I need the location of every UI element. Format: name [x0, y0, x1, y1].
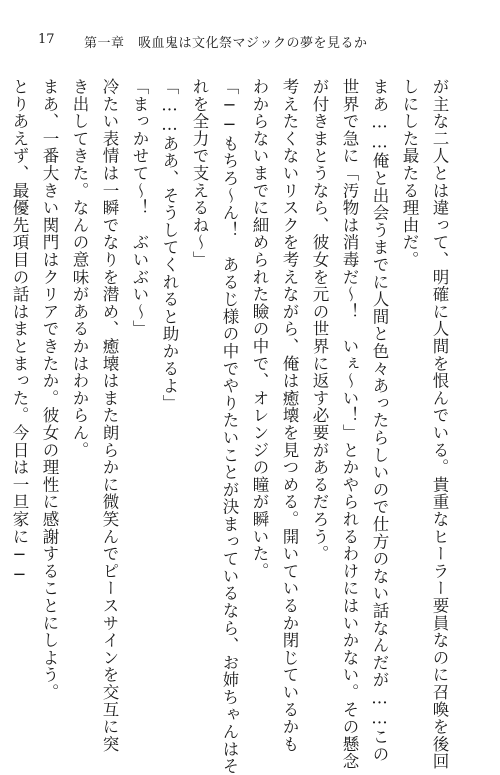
text-line: まあ……俺と出会うまでに人間と色々あったらしいので仕方のない話なんだが……この	[370, 78, 389, 763]
text-line: 「──もちろ～ん！ あるじ様の中でやりたいことが決まっているなら、お姉ちゃんはそ	[220, 78, 239, 775]
text-line: が付きまとうなら、彼女を元の世界に返す必要があるだろう。	[310, 78, 329, 563]
text-line: 考えたくないリスクを考えながら、俺は癒壊を見つめる。開いているか閉じているかも	[280, 78, 299, 753]
text-line: 「……ああ、そうしてくれると助かるよ」	[160, 78, 179, 412]
text-line: まあ、一番大きい関門はクリアできたか。彼女の理性に感謝することにしよう。	[40, 78, 59, 701]
text-line: が主な二人とは違って、明確に人間を恨んでいる。貴重なヒーラー要員なのに召喚を後回	[430, 78, 449, 770]
text-line: れを全力で支えるね～」	[190, 78, 209, 269]
text-line: 世界で急に「汚物は消毒だ～！ いぇ～い！」とかやられるわけにはいかない。その懸念	[340, 78, 359, 770]
text-line: 「まっかせて～！ ぶいぶい～」	[130, 78, 149, 338]
body-text	[0, 78, 454, 775]
text-line: 冷たい表情は一瞬でなりを潜め、癒壊はまた朗らかに微笑んでピースサインを交互に突	[100, 78, 119, 753]
page-number: 17	[38, 32, 55, 47]
text-line: き出してきた。なんの意味があるかはわからん。	[70, 78, 89, 459]
text-line: とりあえず、最優先項目の話はまとまった。今日は一旦家に──	[10, 78, 29, 585]
running-title: 第一章 吸血鬼は文化祭マジックの夢を見るか	[84, 36, 368, 51]
text-line: しにした最たる理由だ。	[400, 78, 419, 269]
text-line: わからないまでに細められた瞼の中で、オレンジの瞳が瞬いた。	[250, 78, 269, 580]
page-header	[38, 32, 478, 52]
